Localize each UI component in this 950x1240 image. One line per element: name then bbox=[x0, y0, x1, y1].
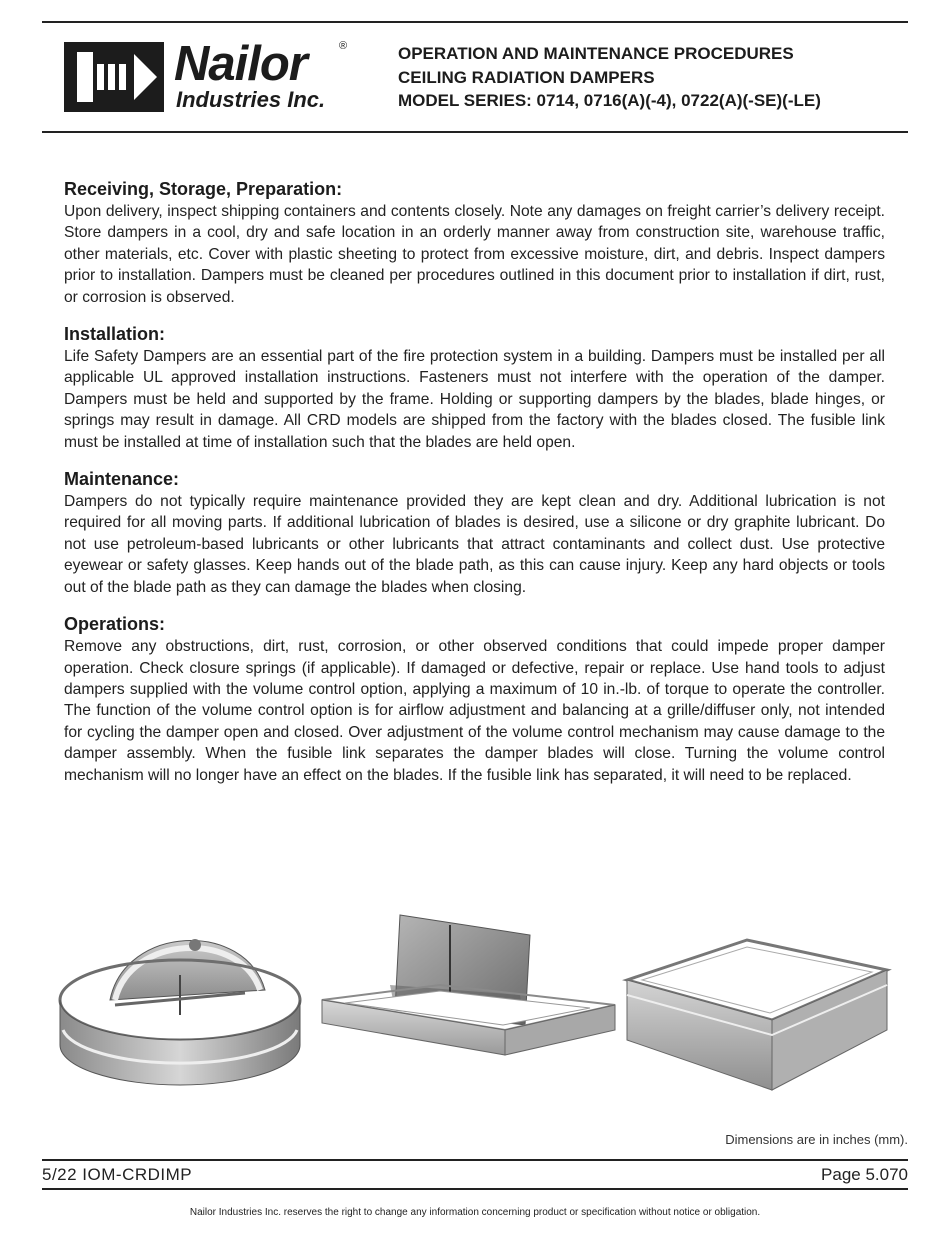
section-heading: Operations: bbox=[64, 614, 166, 635]
footer-bottom-rule bbox=[42, 1188, 908, 1190]
round-damper-photo bbox=[55, 905, 305, 1105]
section-heading: Maintenance: bbox=[64, 469, 180, 490]
disclaimer: Nailor Industries Inc. reserves the right to change any information concerning product or specification without notice or obligation. bbox=[189, 1207, 761, 1218]
section-heading: Receiving, Storage, Preparation: bbox=[64, 179, 343, 199]
section-heading: Installation: bbox=[64, 324, 166, 345]
section-maintenance bbox=[64, 468, 885, 598]
title-line: MODEL SERIES: 0714, 0716(A)(-4), 0722(A)(-SE)(-LE) bbox=[398, 91, 821, 110]
company-logo bbox=[64, 37, 364, 114]
section-body: Dampers do not typically require maintenance provided they are kept clean and dry. Additional lubrication is not required for all moving parts. If additional lubrication of blades is desired, use a silicone or dry graphite lubricant. Do not use petroleum-based lubricants or other lubricants that attract contaminants and collect dust. Use protective eyewear or safety glasses. Keep hands out of the blade path, as this can cause injury. Keep any hard objects or tools out of the blade path as they can damage the blades when closing. bbox=[64, 493, 885, 596]
document-body bbox=[64, 178, 885, 801]
header-rule bbox=[42, 131, 908, 133]
section-receiving bbox=[64, 178, 885, 308]
page-number: Page 5.070 bbox=[821, 1165, 908, 1184]
brand-name: Nailor bbox=[174, 37, 307, 91]
square-frame-photo bbox=[622, 935, 892, 1095]
brand-subtitle: Industries Inc. bbox=[176, 87, 326, 112]
rectangular-damper-photo bbox=[320, 905, 620, 1105]
section-body: Remove any obstructions, dirt, rust, corrosion, or other observed conditions that could impede proper damper operation. Check closure springs (if applicable). If damaged or defective, repair or replace. Use hand tools to adjust dampers supplied with the volume control option, applying a maximum of 10 in.-lb. of torque to operate the controller. The function of the volume control option is for airflow adjustment and balancing at a grille/diffuser only, not intended for cycling the damper open and closed. Over adjustment of the volume control mechanism may cause damage to the damper assembly. When the fusible link separates the damper blades will close. Turning the volume control mechanism will no longer have an effect on the blades. If the fusible link has separated, it will need to be replaced. bbox=[64, 638, 885, 784]
title-line: OPERATION AND MAINTENANCE PROCEDURES bbox=[398, 44, 794, 63]
section-operations bbox=[64, 613, 885, 786]
nailor-logo-mark-icon bbox=[64, 42, 164, 112]
title-line: CEILING RADIATION DAMPERS bbox=[398, 67, 655, 87]
section-body: Life Safety Dampers are an essential part of the fire protection system in a building. Dampers must be installed per all applicable UL approved installation instructions. Fasteners must not interfere with the operation of the damper. Dampers must be held and supported by the frame. Holding or supporting dampers by the blades, blade hinges, or springs may result in damage. All CRD models are shipped from the factory with the blades closed. The fusible link must be installed at time of installation such that the blades are held open. bbox=[64, 348, 885, 451]
document-title bbox=[398, 42, 908, 113]
top-rule bbox=[42, 21, 908, 23]
footer-top-rule bbox=[42, 1159, 908, 1161]
dimensions-note: Dimensions are in inches (mm). bbox=[725, 1132, 908, 1147]
document-code: 5/22 IOM-CRDIMP bbox=[42, 1165, 193, 1184]
section-body: Upon delivery, inspect shipping containers and contents closely. Note any damages on freight carrier’s delivery receipt. Store dampers in a cool, dry and safe location in an orderly manner away from construction site, warehouse traffic, other materials, etc. Cover with plastic sheeting to protect from excessive moisture, dirt, and debris. Inspect dampers prior to installation. Dampers must be cleaned per procedures outlined in this document prior to installation if dirt, rust, or corrosion is observed. bbox=[64, 203, 885, 306]
section-installation bbox=[64, 323, 885, 453]
registered-mark: ® bbox=[339, 40, 348, 52]
